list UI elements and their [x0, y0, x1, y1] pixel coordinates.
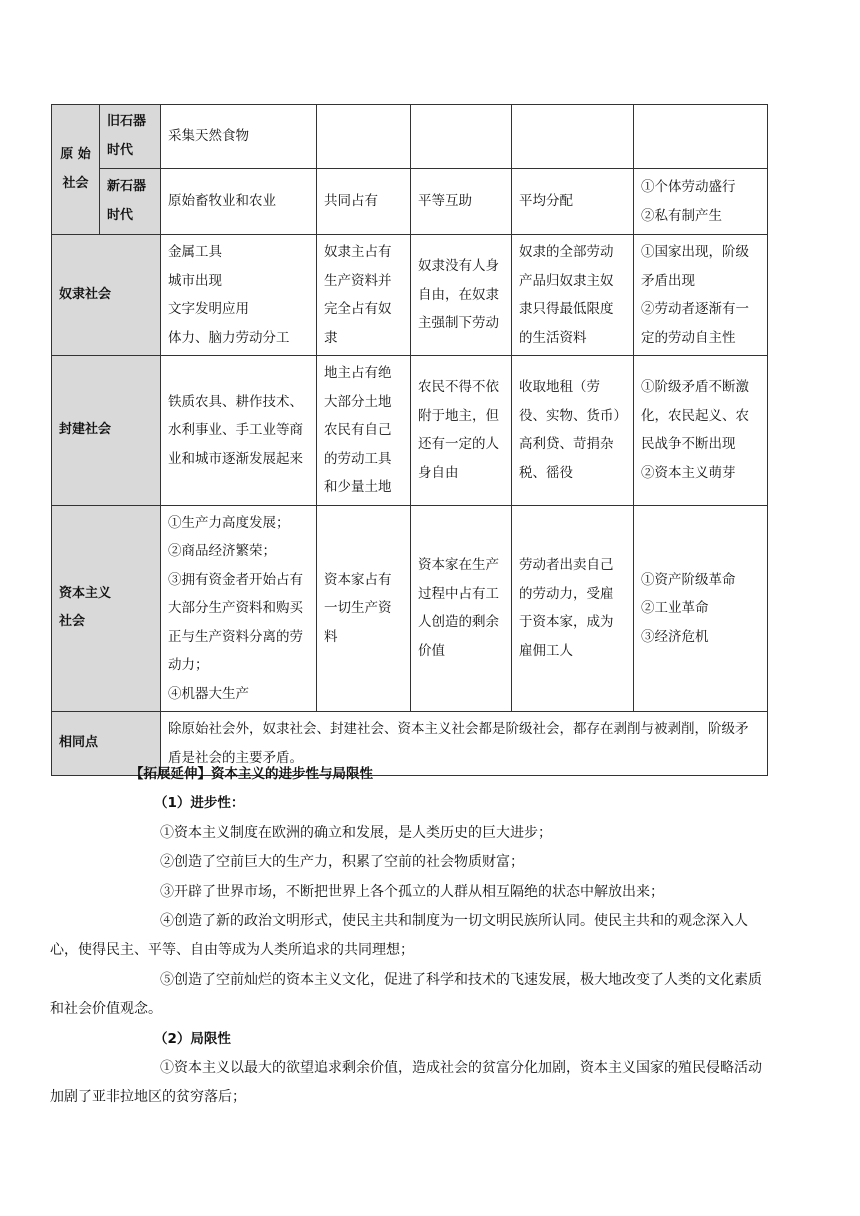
neolithic-features [634, 169, 768, 235]
capitalist-productivity [161, 505, 317, 712]
progress-item: ③开辟了世界市场，不断把世界上各个孤立的人群从相互隔绝的状态中解放出来； [160, 883, 664, 900]
list-item: ②商品经济繁荣； [168, 543, 276, 559]
progress-item: ①资本主义制度在欧洲的确立和发展，是人类历史的巨大进步； [160, 824, 552, 841]
capitalist-ownership: 资本家占有一切生产资料 [317, 505, 411, 712]
list-item: ②资本主义萌芽 [641, 464, 736, 481]
list-item: 体力、脑力劳动分工 [168, 329, 290, 346]
list-item: ①个体劳动盛行 [641, 179, 736, 195]
table-row-capitalist [52, 505, 768, 712]
list-item: 文字发明应用 [168, 301, 249, 317]
paleolithic-productivity: 采集天然食物 [161, 105, 317, 169]
slave-distribution: 奴隶的全部劳动产品归奴隶主奴隶只得最低限度的生活资料 [512, 235, 634, 356]
extension-heading: 【拓展延伸】资本主义的进步性与局限性 [130, 766, 373, 782]
progress-item: ②创造了空前巨大的生产力，积累了空前的社会物质财富； [160, 854, 524, 871]
slave-society-label: 奴隶社会 [52, 235, 161, 356]
paleolithic-ownership [317, 105, 411, 169]
neolithic-label: 新石器 时代 [100, 169, 161, 235]
table-row-neolithic [52, 169, 768, 235]
progress-item: ④创造了新的政治文明形式，使民主共和制度为一切文明民族所认同。使民主共和的观念深入人心，使得民主、平等、自由等成为人类所追求的共同理想； [50, 913, 748, 959]
progress-item: ⑤创造了空前灿烂的资本主义文化，促进了科学和技术的飞速发展，极大地改变了人类的文化素质和社会价值观念。 [50, 971, 762, 1018]
list-item: ②私有制产生 [641, 207, 722, 224]
neolithic-relations: 平等互助 [411, 169, 512, 235]
list-item: ③经济危机 [641, 628, 709, 645]
table-row-paleolithic [52, 105, 768, 169]
list-item: ①生产力高度发展； [168, 514, 290, 531]
list-item: ③拥有资金者开始占有大部分生产资料和购买正与生产资料分离的劳动力； [168, 571, 303, 673]
neolithic-ownership: 共同占有 [317, 169, 411, 235]
limit-item: ①资本主义以最大的欲望追求剩余价值，造成社会的贫富分化加剧，资本主义国家的殖民侵略活动加剧了亚非拉地区的贫穷落后； [50, 1060, 762, 1106]
extension-section [50, 760, 770, 1113]
slave-relations: 奴隶没有人身自由，在奴隶主强制下劳动 [411, 235, 512, 356]
table-row-feudal [52, 356, 768, 506]
paleolithic-distribution [512, 105, 634, 169]
list-item: ②工业革命 [641, 600, 709, 616]
list-item: 金属工具 [168, 244, 222, 260]
primitive-society-label: 原 始 社会 [52, 105, 100, 235]
capitalist-features [634, 505, 768, 712]
common-text: 除原始社会外，奴隶社会、封建社会、资本主义社会都是阶级社会，都存在剥削与被剥削，阶级矛盾是社会的主要矛盾。 [161, 712, 768, 776]
capitalist-society-label: 资本主义 社会 [52, 505, 161, 712]
feudal-features [634, 356, 768, 506]
society-comparison-table [51, 104, 768, 776]
capitalist-distribution: 劳动者出卖自己的劳动力，受雇于资本家，成为雇佣工人 [512, 505, 634, 712]
list-item: 城市出现 [168, 272, 222, 289]
capitalist-relations: 资本家在生产过程中占有工人创造的剩余价值 [411, 505, 512, 712]
slave-productivity [161, 235, 317, 356]
paleolithic-label: 旧石器 时代 [100, 105, 161, 169]
feudal-ownership: 地主占有绝大部分土地农民有自己的劳动工具和少量土地 [317, 356, 411, 506]
common-label: 相同点 [52, 712, 161, 776]
progress-title: （1）进步性： [154, 795, 245, 812]
limit-title: （2）局限性 [154, 1030, 231, 1047]
feudal-society-label: 封建社会 [52, 356, 161, 506]
slave-features [634, 235, 768, 356]
paleolithic-features [634, 105, 768, 169]
list-item: ①国家出现，阶级矛盾出现 [641, 244, 749, 289]
slave-ownership: 奴隶主占有生产资料并完全占有奴隶 [317, 235, 411, 356]
feudal-relations: 农民不得不依附于地主，但还有一定的人身自由 [411, 356, 512, 506]
feudal-distribution: 收取地租（劳役、实物、货币）高利贷、苛捐杂税、徭役 [512, 356, 634, 506]
list-item: ①阶级矛盾不断激化，农民起义、农民战争不断出现 [641, 379, 749, 453]
neolithic-distribution: 平均分配 [512, 169, 634, 235]
neolithic-productivity: 原始畜牧业和农业 [161, 169, 317, 235]
table-row-slave [52, 235, 768, 356]
list-item: ④机器大生产 [168, 685, 249, 702]
feudal-productivity: 铁质农具、耕作技术、水利事业、手工业等商业和城市逐渐发展起来 [161, 356, 317, 506]
list-item: ①资产阶级革命 [641, 571, 736, 588]
list-item: ②劳动者逐渐有一定的劳动自主性 [641, 301, 749, 346]
paleolithic-relations [411, 105, 512, 169]
